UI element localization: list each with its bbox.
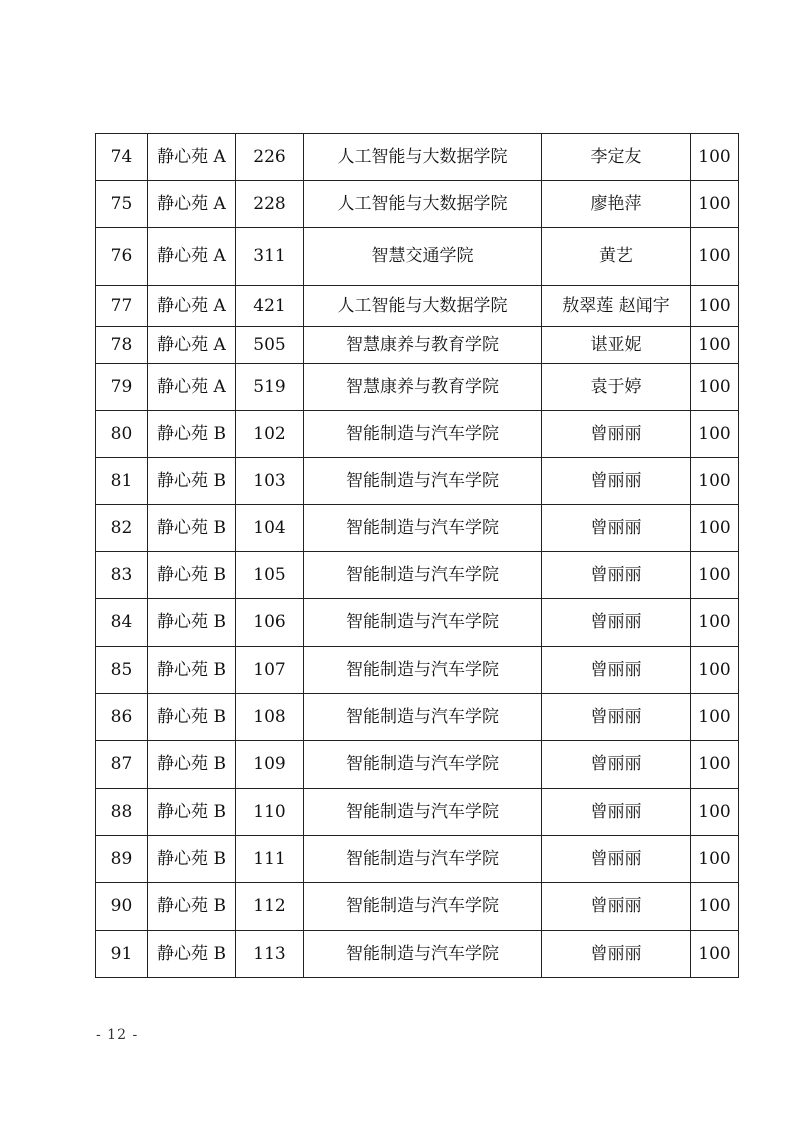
college-cell: 智能制造与汽车学院 (304, 694, 542, 741)
building-cell: 静心苑 B (148, 836, 236, 883)
row-number: 87 (96, 741, 148, 789)
student-name-cell: 谌亚妮 (542, 327, 691, 364)
building-cell: 静心苑 B (148, 458, 236, 505)
score-cell: 100 (691, 647, 739, 694)
table-row (96, 458, 739, 505)
college-cell: 人工智能与大数据学院 (304, 181, 542, 228)
table-row (96, 286, 739, 327)
college-cell: 智能制造与汽车学院 (304, 458, 542, 505)
student-name-cell: 曾丽丽 (542, 789, 691, 836)
row-number: 91 (96, 931, 148, 978)
row-number: 75 (96, 181, 148, 228)
score-cell: 100 (691, 552, 739, 599)
building-cell: 静心苑 B (148, 789, 236, 836)
student-name-cell: 曾丽丽 (542, 647, 691, 694)
college-cell: 智能制造与汽车学院 (304, 741, 542, 789)
room-cell: 113 (236, 931, 304, 978)
building-cell: 静心苑 A (148, 228, 236, 286)
college-cell: 智能制造与汽车学院 (304, 505, 542, 552)
building-cell: 静心苑 B (148, 883, 236, 931)
room-cell: 519 (236, 364, 304, 411)
score-cell: 100 (691, 327, 739, 364)
row-number: 76 (96, 228, 148, 286)
row-number: 84 (96, 599, 148, 647)
student-name-cell: 曾丽丽 (542, 505, 691, 552)
building-cell: 静心苑 B (148, 505, 236, 552)
table-row (96, 552, 739, 599)
student-name-cell: 曾丽丽 (542, 552, 691, 599)
building-cell: 静心苑 A (148, 181, 236, 228)
student-name-cell: 曾丽丽 (542, 694, 691, 741)
room-cell: 311 (236, 228, 304, 286)
student-name-cell: 曾丽丽 (542, 411, 691, 458)
student-name-cell: 袁于婷 (542, 364, 691, 411)
room-cell: 421 (236, 286, 304, 327)
student-name-cell: 敖翠莲 赵闻宇 (542, 286, 691, 327)
college-cell: 智能制造与汽车学院 (304, 411, 542, 458)
table-body (96, 134, 739, 978)
row-number: 81 (96, 458, 148, 505)
college-cell: 智能制造与汽车学院 (304, 599, 542, 647)
score-cell: 100 (691, 883, 739, 931)
row-number: 88 (96, 789, 148, 836)
table-row (96, 789, 739, 836)
score-cell: 100 (691, 181, 739, 228)
table-row (96, 411, 739, 458)
student-name-cell: 黄艺 (542, 228, 691, 286)
table-row (96, 883, 739, 931)
row-number: 85 (96, 647, 148, 694)
building-cell: 静心苑 B (148, 694, 236, 741)
room-cell: 109 (236, 741, 304, 789)
room-cell: 104 (236, 505, 304, 552)
dormitory-score-table (95, 133, 739, 978)
college-cell: 智能制造与汽车学院 (304, 883, 542, 931)
room-cell: 228 (236, 181, 304, 228)
score-cell: 100 (691, 134, 739, 181)
room-cell: 107 (236, 647, 304, 694)
room-cell: 111 (236, 836, 304, 883)
building-cell: 静心苑 A (148, 364, 236, 411)
table-row (96, 931, 739, 978)
student-name-cell: 曾丽丽 (542, 883, 691, 931)
row-number: 86 (96, 694, 148, 741)
college-cell: 智慧交通学院 (304, 228, 542, 286)
college-cell: 智能制造与汽车学院 (304, 836, 542, 883)
score-cell: 100 (691, 411, 739, 458)
room-cell: 108 (236, 694, 304, 741)
score-cell: 100 (691, 599, 739, 647)
room-cell: 505 (236, 327, 304, 364)
college-cell: 人工智能与大数据学院 (304, 286, 542, 327)
college-cell: 智能制造与汽车学院 (304, 647, 542, 694)
room-cell: 112 (236, 883, 304, 931)
table-row (96, 647, 739, 694)
row-number: 79 (96, 364, 148, 411)
student-name-cell: 廖艳萍 (542, 181, 691, 228)
college-cell: 智慧康养与教育学院 (304, 364, 542, 411)
score-cell: 100 (691, 458, 739, 505)
college-cell: 智慧康养与教育学院 (304, 327, 542, 364)
page-number: - 12 - (96, 1027, 139, 1043)
row-number: 80 (96, 411, 148, 458)
room-cell: 106 (236, 599, 304, 647)
building-cell: 静心苑 A (148, 134, 236, 181)
student-name-cell: 曾丽丽 (542, 741, 691, 789)
score-cell: 100 (691, 741, 739, 789)
score-cell: 100 (691, 505, 739, 552)
score-cell: 100 (691, 364, 739, 411)
room-cell: 103 (236, 458, 304, 505)
student-name-cell: 曾丽丽 (542, 931, 691, 978)
table-row (96, 228, 739, 286)
student-name-cell: 曾丽丽 (542, 458, 691, 505)
table-row (96, 836, 739, 883)
score-cell: 100 (691, 694, 739, 741)
building-cell: 静心苑 B (148, 931, 236, 978)
score-cell: 100 (691, 836, 739, 883)
college-cell: 智能制造与汽车学院 (304, 931, 542, 978)
table-row (96, 364, 739, 411)
college-cell: 人工智能与大数据学院 (304, 134, 542, 181)
room-cell: 102 (236, 411, 304, 458)
row-number: 77 (96, 286, 148, 327)
table-row (96, 134, 739, 181)
college-cell: 智能制造与汽车学院 (304, 789, 542, 836)
score-cell: 100 (691, 228, 739, 286)
row-number: 78 (96, 327, 148, 364)
table-row (96, 741, 739, 789)
room-cell: 110 (236, 789, 304, 836)
building-cell: 静心苑 A (148, 286, 236, 327)
building-cell: 静心苑 A (148, 327, 236, 364)
table-row (96, 599, 739, 647)
table-row (96, 505, 739, 552)
building-cell: 静心苑 B (148, 552, 236, 599)
table-row (96, 694, 739, 741)
building-cell: 静心苑 B (148, 599, 236, 647)
row-number: 89 (96, 836, 148, 883)
score-cell: 100 (691, 286, 739, 327)
room-cell: 105 (236, 552, 304, 599)
score-cell: 100 (691, 789, 739, 836)
student-name-cell: 李定友 (542, 134, 691, 181)
building-cell: 静心苑 B (148, 411, 236, 458)
college-cell: 智能制造与汽车学院 (304, 552, 542, 599)
row-number: 83 (96, 552, 148, 599)
student-name-cell: 曾丽丽 (542, 599, 691, 647)
table-row (96, 181, 739, 228)
row-number: 82 (96, 505, 148, 552)
building-cell: 静心苑 B (148, 647, 236, 694)
building-cell: 静心苑 B (148, 741, 236, 789)
score-cell: 100 (691, 931, 739, 978)
room-cell: 226 (236, 134, 304, 181)
row-number: 90 (96, 883, 148, 931)
table-row (96, 327, 739, 364)
student-name-cell: 曾丽丽 (542, 836, 691, 883)
row-number: 74 (96, 134, 148, 181)
